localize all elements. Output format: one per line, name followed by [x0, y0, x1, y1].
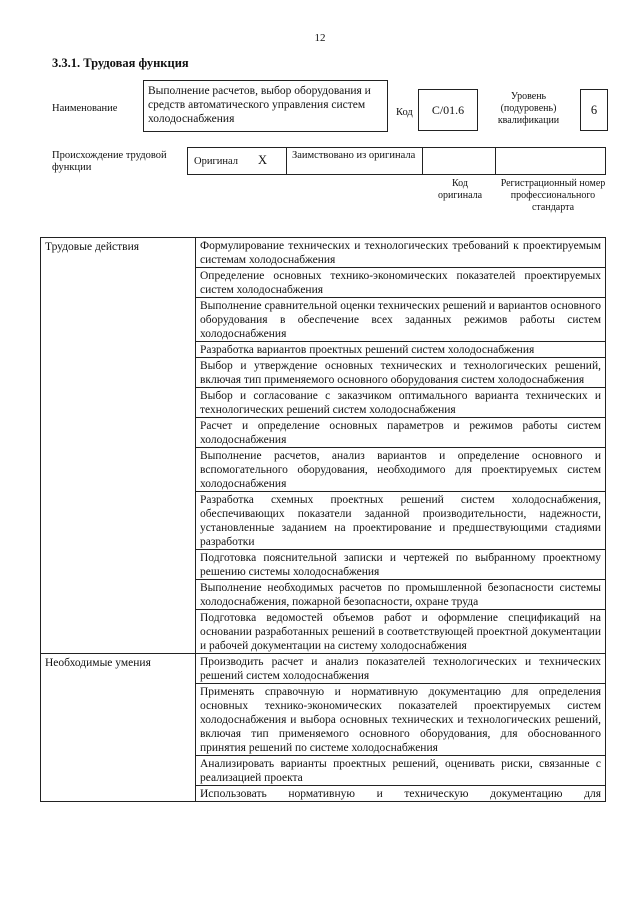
code-value: С/01.6: [418, 89, 478, 131]
origin-label: Происхождение трудовой функции: [52, 150, 167, 173]
labor-actions-list: [196, 238, 606, 654]
divider: [495, 148, 496, 174]
code-label: Код: [396, 107, 413, 118]
labor-action-item: Выбор и согласование с заказчиком оптимального варианта технических и технологических решений систем холодоснабжения: [196, 388, 605, 418]
code-original-caption: Код оригинала: [437, 178, 483, 201]
labor-action-item: Разработка вариантов проектных решений систем холодоснабжения: [196, 342, 605, 358]
labor-action-item: Разработка схемных проектных решений систем холодоснабжения, обеспечивающих показатели заданной производительности, надежности, установленные заданием на проектирование и предшествующими стадиями разработки: [196, 492, 605, 550]
skill-item: Применять справочную и нормативную документацию для определения основных технико-экономических показателей проектируемых систем холодоснабжения и выбора основных технических и технологических решений, включая тип применяемого основного оборудования, для обоснованного принятия решений по системе холодоснабжения: [196, 684, 605, 756]
labor-action-item: Выполнение необходимых расчетов по промышленной безопасности системы холодоснабжения, пожарной безопасности, охране труда: [196, 580, 605, 610]
level-value: 6: [580, 89, 608, 131]
function-details-table: [40, 237, 606, 802]
labor-action-item: Расчет и определение основных параметров и режимов работы систем холодоснабжения: [196, 418, 605, 448]
function-name: Выполнение расчетов, выбор оборудования и средств автоматического управления систем холодоснабжения: [143, 80, 388, 132]
required-skills-list: [196, 654, 606, 802]
original-label: Оригинал: [194, 156, 238, 167]
reg-number-caption: Регистрационный номер профессионального стандарта: [500, 178, 606, 213]
labor-actions-row: [41, 238, 606, 654]
labor-action-item: Подготовка пояснительной записки и чертежей по выбранному проектному решению системы холодоснабжения: [196, 550, 605, 580]
labor-action-item: Формулирование технических и технологических требований к проектируемым системам холодоснабжения: [196, 238, 605, 268]
skill-item: Использовать нормативную и техническую документацию для: [200, 788, 601, 800]
labor-action-item: Подготовка ведомостей объемов работ и оформление спецификаций на основании разработанных решений в соответствующей проектной документации и рабочей документации на систему холодоснабжения: [200, 612, 601, 652]
page-number: 12: [314, 32, 326, 44]
required-skills-row: [41, 654, 606, 802]
labor-actions-heading: Трудовые действия: [41, 238, 196, 654]
labor-action-item: Выполнение сравнительной оценки технических решений и вариантов основного оборудования в обеспечение всех заданных режимов работы систем холодоснабжения: [196, 298, 605, 342]
original-mark: X: [258, 153, 268, 167]
skill-item: Производить расчет и анализ показателей технологических и технических решений систем холодоснабжения: [196, 654, 605, 684]
level-label: Уровень (подуровень) квалификации: [497, 91, 560, 126]
name-label: Наименование: [52, 103, 118, 114]
labor-action-item: Выполнение расчетов, анализ вариантов и определение основного и вспомогательного оборудования, необходимого для проектируемых систем холодоснабжения: [196, 448, 605, 492]
borrowed-label: Заимствовано из оригинала: [292, 150, 416, 161]
labor-action-item: Выбор и утверждение основных технических и технологических решений, включая тип применяемого основного оборудования систем холодоснабжения: [196, 358, 605, 388]
required-skills-heading: Необходимые умения: [41, 654, 196, 802]
skill-item: Анализировать варианты проектных решений, оценивать риски, связанные с реализацией проекта: [196, 756, 605, 786]
section-title: 3.3.1. Трудовая функция: [52, 56, 189, 70]
divider: [286, 148, 287, 174]
labor-action-item: Определение основных технико-экономических показателей проектируемых систем холодоснабжения: [196, 268, 605, 298]
divider: [422, 148, 423, 174]
